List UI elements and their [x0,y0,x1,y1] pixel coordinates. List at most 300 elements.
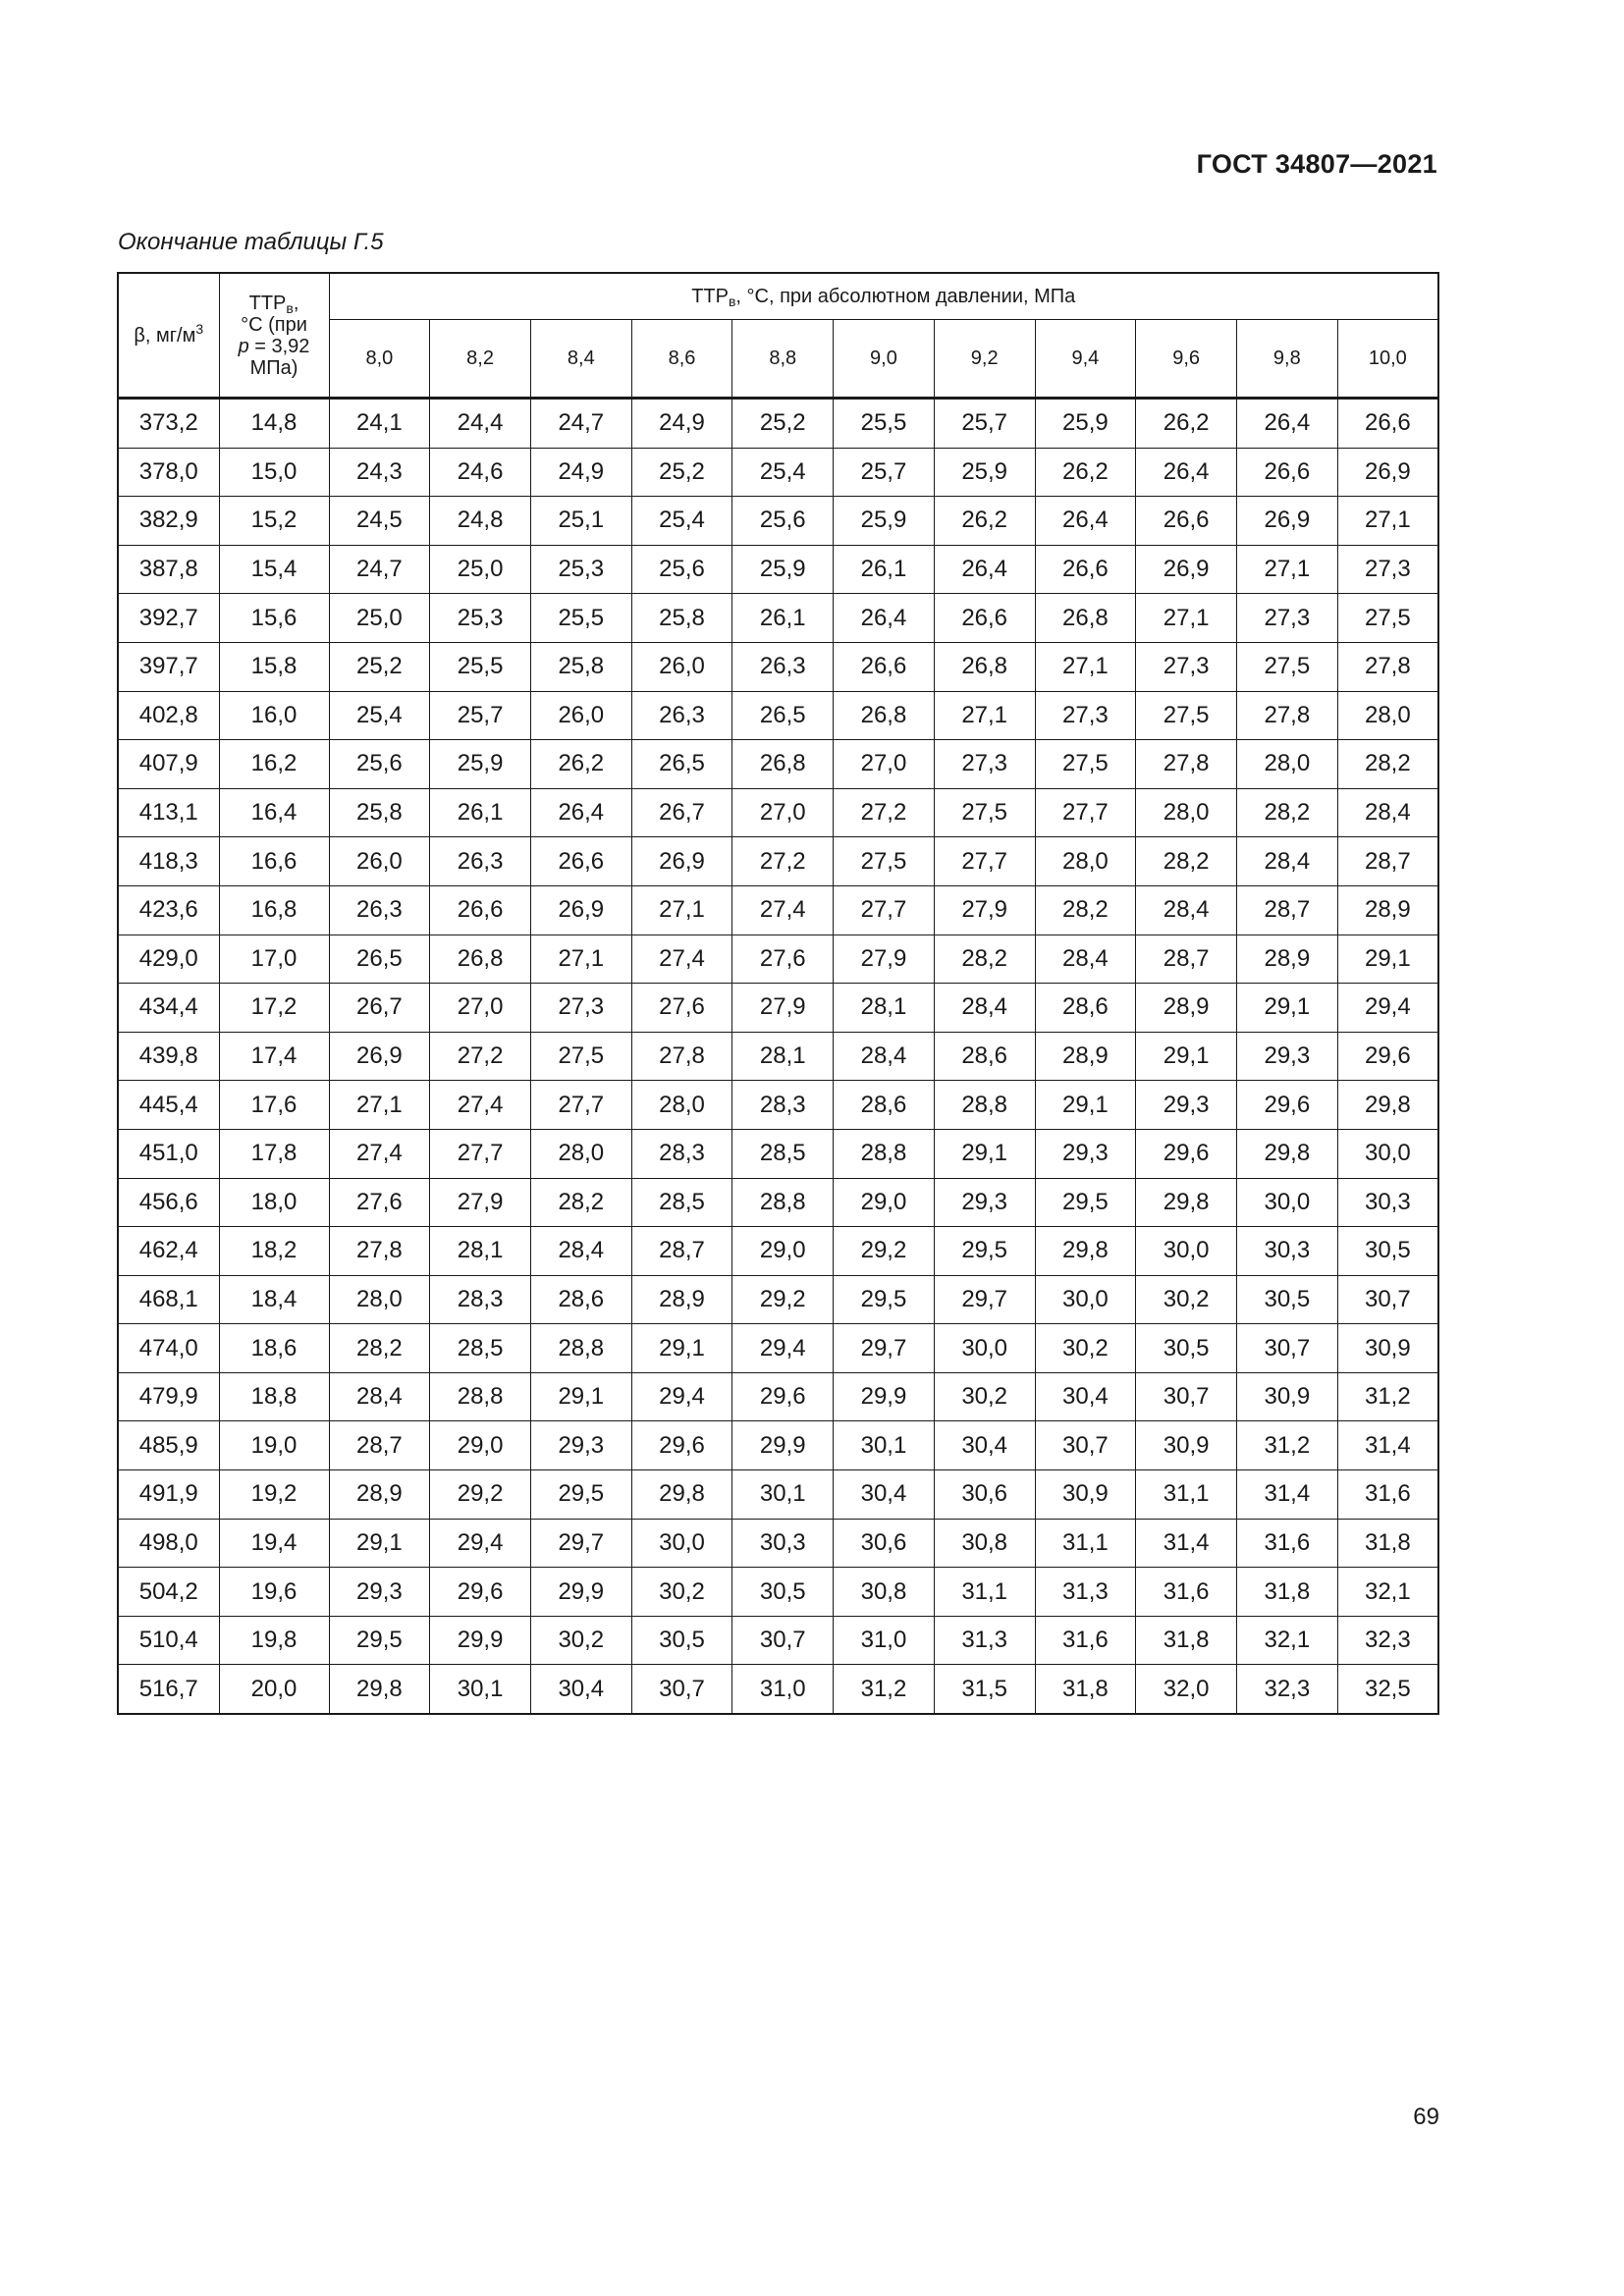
ttr-cell: 29,3 [1035,1129,1136,1178]
ttr-cell: 26,8 [834,691,935,740]
table-row [118,1519,1438,1568]
ttr-cell: 28,7 [1136,934,1237,984]
beta-cell: 445,4 [118,1081,219,1130]
ttr-cell: 26,2 [1136,399,1237,449]
ttr-cell: 27,6 [329,1178,430,1227]
ttr-cell: 27,7 [530,1081,631,1130]
ttr-cell: 28,6 [934,1032,1035,1081]
ttr-cell: 31,8 [1035,1665,1136,1714]
ttr-cell: 28,4 [1035,934,1136,984]
ttr-cell: 28,7 [631,1227,732,1276]
ttr-cell: 30,0 [1136,1227,1237,1276]
ttr-cell: 25,9 [732,545,834,594]
ttr-cell: 26,9 [329,1032,430,1081]
ttr-cell: 30,7 [1136,1372,1237,1421]
ttr-cell: 28,8 [934,1081,1035,1130]
ttr-cell: 27,0 [732,788,834,837]
ttr-cell: 30,1 [732,1470,834,1520]
table-row [118,1616,1438,1665]
ttr-cell: 24,3 [329,448,430,497]
ttr-cell: 31,6 [1337,1470,1438,1520]
ttr-cell: 31,1 [934,1568,1035,1617]
ttr-cell: 28,2 [329,1324,430,1373]
header-ttr-base [219,273,329,399]
ttr-cell: 29,6 [732,1372,834,1421]
ttr-cell: 26,8 [934,642,1035,691]
ttr-cell: 26,6 [1236,448,1337,497]
ttr-cell: 28,0 [1035,837,1136,886]
ttr-cell: 27,8 [1236,691,1337,740]
ttr-cell: 26,6 [1035,545,1136,594]
ttr-cell: 27,3 [1236,594,1337,643]
ttr-cell: 27,2 [430,1032,531,1081]
ttr-cell: 27,9 [834,934,935,984]
ttr-cell: 28,2 [1136,837,1237,886]
ttr-cell: 27,1 [934,691,1035,740]
ttr-cell: 29,4 [732,1324,834,1373]
ttr-cell: 29,4 [1337,984,1438,1033]
ttr-cell: 28,9 [1337,885,1438,934]
ttr-cell: 27,4 [430,1081,531,1130]
ttr-base-cell: 18,2 [219,1227,329,1276]
ttr-cell: 26,6 [934,594,1035,643]
ttr-cell: 32,1 [1236,1616,1337,1665]
ttr-cell: 29,9 [732,1421,834,1470]
pressure-header-cell: 8,6 [631,320,732,399]
pressure-header-cell: 9,0 [834,320,935,399]
ttr-cell: 28,4 [934,984,1035,1033]
ttr-cell: 30,4 [834,1470,935,1520]
ttr-cell: 29,8 [631,1470,732,1520]
beta-cell: 429,0 [118,934,219,984]
ttr-base-cell: 18,6 [219,1324,329,1373]
ttr-cell: 26,6 [530,837,631,886]
table-caption: Окончание таблицы Г.5 [118,229,384,255]
ttr-cell: 28,4 [1136,885,1237,934]
ttr-base-cell: 16,2 [219,740,329,789]
ttr-cell: 30,3 [732,1519,834,1568]
ttr-cell: 28,0 [329,1275,430,1324]
ttr-cell: 28,8 [732,1178,834,1227]
ttr-cell: 30,0 [934,1324,1035,1373]
ttr-cell: 27,2 [732,837,834,886]
ttr-cell: 26,3 [329,885,430,934]
header-ttr-base-line1 [220,293,329,314]
table-row [118,788,1438,837]
ttr-cell: 30,0 [1337,1129,1438,1178]
ttr-cell: 26,9 [1136,545,1237,594]
ttr-cell: 25,6 [329,740,430,789]
ttr-cell: 30,7 [1236,1324,1337,1373]
group-header-rest: , °С, при абсолютном давлении, МПа [735,286,1076,307]
ttr-cell: 25,5 [530,594,631,643]
ttr-cell: 28,0 [530,1129,631,1178]
ttr-cell: 30,2 [1035,1324,1136,1373]
table-row [118,399,1438,449]
ttr-base-cell: 16,0 [219,691,329,740]
ttr-cell: 26,9 [1337,448,1438,497]
ttr-cell: 26,7 [329,984,430,1033]
ttr-cell: 28,1 [834,984,935,1033]
ttr-cell: 28,0 [1236,740,1337,789]
ttr-cell: 28,0 [631,1081,732,1130]
pressure-header-cell: 8,8 [732,320,834,399]
table-row [118,1421,1438,1470]
ttr-cell: 29,1 [1236,984,1337,1033]
ttr-cell: 27,4 [732,885,834,934]
ttr-cell: 30,5 [1136,1324,1237,1373]
ttr-cell: 30,2 [631,1568,732,1617]
standard-code: ГОСТ 34807—2021 [1196,149,1437,179]
ttr-cell: 27,1 [530,934,631,984]
ttr-cell: 28,6 [1035,984,1136,1033]
ttr-cell: 28,4 [1337,788,1438,837]
ttr-cell: 31,0 [732,1665,834,1714]
ttr-cell: 30,8 [834,1568,935,1617]
ttr-cell: 26,9 [631,837,732,886]
page-number: 69 [1413,2104,1439,2130]
ttr-cell: 27,1 [1136,594,1237,643]
beta-cell: 498,0 [118,1519,219,1568]
ttr-cell: 24,9 [631,399,732,449]
ttr-cell: 28,9 [1236,934,1337,984]
ttr-cell: 30,7 [631,1665,732,1714]
ttr-cell: 24,5 [329,497,430,546]
ttr-cell: 26,3 [430,837,531,886]
ttr-cell: 25,6 [631,545,732,594]
table-row [118,1372,1438,1421]
ttr-cell: 27,1 [1236,545,1337,594]
ttr-cell: 29,2 [834,1227,935,1276]
table-row [118,1227,1438,1276]
ttr-cell: 29,7 [934,1275,1035,1324]
ttr-cell: 26,5 [329,934,430,984]
ttr-cell: 25,4 [732,448,834,497]
ttr-cell: 25,9 [934,448,1035,497]
ttr-cell: 30,8 [934,1519,1035,1568]
table-row [118,837,1438,886]
ttr-cell: 26,4 [934,545,1035,594]
ttr-base-cell: 19,8 [219,1616,329,1665]
pressure-header-cell: 8,4 [530,320,631,399]
ttr-cell: 27,2 [834,788,935,837]
ttr-cell: 31,6 [1136,1568,1237,1617]
ttr-cell: 31,4 [1236,1470,1337,1520]
table-row [118,740,1438,789]
ttr-cell: 26,3 [732,642,834,691]
ttr-base-cell: 16,8 [219,885,329,934]
ttr-cell: 28,5 [430,1324,531,1373]
ttr-cell: 26,2 [934,497,1035,546]
ttr-cell: 29,6 [1136,1129,1237,1178]
ttr-cell: 29,1 [329,1519,430,1568]
beta-cell: 516,7 [118,1665,219,1714]
ttr-base-cell: 14,8 [219,399,329,449]
ttr-cell: 29,1 [934,1129,1035,1178]
pressure-header-cell: 10,0 [1337,320,1438,399]
ttr-cell: 30,2 [1136,1275,1237,1324]
ttr-cell: 26,2 [530,740,631,789]
ttr-cell: 31,6 [1236,1519,1337,1568]
ttr-cell: 29,3 [530,1421,631,1470]
ttr-base-cell: 16,4 [219,788,329,837]
ttr-cell: 27,3 [1035,691,1136,740]
table-row [118,1129,1438,1178]
ttr-cell: 29,3 [329,1568,430,1617]
beta-cell: 474,0 [118,1324,219,1373]
beta-cell: 439,8 [118,1032,219,1081]
ttr-cell: 25,8 [530,642,631,691]
header-beta-exp: 3 [195,320,204,337]
pressure-header-cell: 8,0 [329,320,430,399]
ttr-cell: 25,7 [430,691,531,740]
pressure-header-cell: 8,2 [430,320,531,399]
ttr-cell: 28,1 [430,1227,531,1276]
table-row [118,642,1438,691]
ttr-cell: 25,2 [329,642,430,691]
ttr-cell: 29,9 [530,1568,631,1617]
pressure-header-cell: 9,8 [1236,320,1337,399]
table-row [118,934,1438,984]
ttr-cell: 30,5 [732,1568,834,1617]
ttr-cell: 27,1 [1337,497,1438,546]
ttr-cell: 27,7 [834,885,935,934]
ttr-cell: 26,2 [1035,448,1136,497]
ttr-cell: 31,2 [834,1665,935,1714]
ttr-cell: 28,2 [530,1178,631,1227]
ttr-cell: 26,7 [631,788,732,837]
ttr-cell: 28,9 [329,1470,430,1520]
ttr-cell: 29,8 [1337,1081,1438,1130]
ttr-cell: 27,5 [530,1032,631,1081]
ttr-cell: 29,3 [1236,1032,1337,1081]
ttr-cell: 26,3 [631,691,732,740]
ttr-cell: 26,9 [1236,497,1337,546]
beta-cell: 402,8 [118,691,219,740]
ttr-cell: 30,1 [834,1421,935,1470]
table-row [118,885,1438,934]
ttr-cell: 26,4 [530,788,631,837]
ttr-cell: 28,5 [732,1129,834,1178]
ttr-cell: 27,3 [530,984,631,1033]
ttr-cell: 27,0 [430,984,531,1033]
ttr-base-cell: 17,8 [219,1129,329,1178]
ttr-cell: 31,6 [1035,1616,1136,1665]
beta-cell: 373,2 [118,399,219,449]
ttr-cell: 29,5 [1035,1178,1136,1227]
ttr-base-cell: 15,2 [219,497,329,546]
ttr-cell: 27,7 [1035,788,1136,837]
header-ttr-comma: , [293,292,299,314]
ttr-cell: 25,5 [834,399,935,449]
table-row [118,1665,1438,1714]
table-row [118,1470,1438,1520]
header-ttr-text: ТТР [248,292,287,314]
ttr-cell: 29,7 [834,1324,935,1373]
ttr-cell: 26,1 [834,545,935,594]
ttr-cell: 30,1 [430,1665,531,1714]
ttr-cell: 29,3 [934,1178,1035,1227]
ttr-cell: 25,0 [430,545,531,594]
ttr-cell: 27,8 [631,1032,732,1081]
header-ttr-value: = 3,92 [248,335,310,357]
ttr-cell: 28,6 [834,1081,935,1130]
ttr-cell: 31,1 [1035,1519,1136,1568]
ttr-cell: 25,6 [732,497,834,546]
table-row [118,448,1438,497]
ttr-cell: 28,2 [1035,885,1136,934]
ttr-cell: 29,8 [1035,1227,1136,1276]
ttr-base-cell: 17,4 [219,1032,329,1081]
ttr-cell: 25,8 [329,788,430,837]
ttr-cell: 29,4 [631,1372,732,1421]
ttr-cell: 26,6 [1337,399,1438,449]
ttr-cell: 24,7 [329,545,430,594]
ttr-cell: 24,4 [430,399,531,449]
ttr-cell: 27,3 [934,740,1035,789]
ttr-cell: 32,0 [1136,1665,1237,1714]
ttr-base-cell: 15,6 [219,594,329,643]
ttr-cell: 28,0 [1136,788,1237,837]
data-table [117,272,1439,1715]
ttr-cell: 29,1 [1035,1081,1136,1130]
beta-cell: 382,9 [118,497,219,546]
table-header [118,273,1438,399]
ttr-cell: 28,4 [834,1032,935,1081]
ttr-cell: 26,0 [631,642,732,691]
ttr-cell: 30,0 [1035,1275,1136,1324]
beta-cell: 418,3 [118,837,219,886]
ttr-cell: 25,5 [430,642,531,691]
ttr-cell: 27,6 [732,934,834,984]
ttr-base-cell: 19,6 [219,1568,329,1617]
ttr-cell: 27,8 [1337,642,1438,691]
beta-cell: 407,9 [118,740,219,789]
table-row [118,545,1438,594]
ttr-cell: 27,6 [631,984,732,1033]
ttr-cell: 29,1 [1136,1032,1237,1081]
ttr-cell: 29,5 [329,1616,430,1665]
ttr-cell: 26,6 [1136,497,1237,546]
pressure-header-cell: 9,2 [934,320,1035,399]
ttr-cell: 30,9 [1236,1372,1337,1421]
ttr-base-cell: 18,4 [219,1275,329,1324]
ttr-cell: 25,4 [631,497,732,546]
ttr-base-cell: 20,0 [219,1665,329,1714]
ttr-cell: 26,9 [530,885,631,934]
beta-cell: 451,0 [118,1129,219,1178]
ttr-cell: 28,8 [834,1129,935,1178]
ttr-cell: 30,7 [732,1616,834,1665]
ttr-cell: 32,5 [1337,1665,1438,1714]
table-row [118,1568,1438,1617]
ttr-cell: 26,1 [732,594,834,643]
ttr-cell: 27,8 [1136,740,1237,789]
ttr-cell: 26,1 [430,788,531,837]
ttr-cell: 27,5 [1035,740,1136,789]
beta-cell: 462,4 [118,1227,219,1276]
ttr-cell: 27,5 [1136,691,1237,740]
ttr-cell: 25,9 [430,740,531,789]
ttr-cell: 29,1 [530,1372,631,1421]
table-row [118,691,1438,740]
ttr-cell: 29,9 [834,1372,935,1421]
ttr-cell: 28,4 [329,1372,430,1421]
group-header-sub: в [728,294,736,309]
ttr-cell: 28,4 [1236,837,1337,886]
ttr-cell: 24,9 [530,448,631,497]
ttr-cell: 27,5 [834,837,935,886]
ttr-cell: 27,0 [834,740,935,789]
ttr-cell: 27,7 [934,837,1035,886]
beta-cell: 479,9 [118,1372,219,1421]
ttr-cell: 27,5 [934,788,1035,837]
ttr-cell: 29,0 [430,1421,531,1470]
header-beta-unit: , мг/м [144,324,196,347]
beta-cell: 491,9 [118,1470,219,1520]
ttr-cell: 31,4 [1136,1519,1237,1568]
ttr-cell: 26,8 [430,934,531,984]
ttr-cell: 25,9 [1035,399,1136,449]
ttr-base-cell: 15,8 [219,642,329,691]
ttr-cell: 31,2 [1337,1372,1438,1421]
ttr-cell: 25,9 [834,497,935,546]
ttr-cell: 27,4 [631,934,732,984]
ttr-cell: 29,4 [430,1519,531,1568]
ttr-cell: 30,4 [1035,1372,1136,1421]
ttr-cell: 29,6 [430,1568,531,1617]
ttr-cell: 27,3 [1337,545,1438,594]
ttr-cell: 30,2 [530,1616,631,1665]
ttr-base-cell: 19,4 [219,1519,329,1568]
ttr-cell: 30,0 [631,1519,732,1568]
ttr-cell: 26,4 [1136,448,1237,497]
ttr-cell: 30,7 [1337,1275,1438,1324]
beta-cell: 510,4 [118,1616,219,1665]
ttr-cell: 31,8 [1337,1519,1438,1568]
ttr-cell: 29,5 [834,1275,935,1324]
ttr-cell: 26,0 [530,691,631,740]
ttr-cell: 30,5 [1337,1227,1438,1276]
ttr-cell: 26,4 [1236,399,1337,449]
ttr-cell: 31,5 [934,1665,1035,1714]
ttr-cell: 28,4 [530,1227,631,1276]
ttr-cell: 30,3 [1337,1178,1438,1227]
ttr-cell: 29,1 [1337,934,1438,984]
ttr-cell: 30,9 [1337,1324,1438,1373]
ttr-cell: 28,7 [1337,837,1438,886]
header-pressure-group [329,273,1438,320]
ttr-cell: 29,2 [732,1275,834,1324]
header-ttr-var: p [238,335,249,357]
ttr-cell: 29,0 [834,1178,935,1227]
ttr-cell: 26,8 [732,740,834,789]
ttr-cell: 30,4 [934,1421,1035,1470]
ttr-cell: 28,9 [1136,984,1237,1033]
pressure-header-cell: 9,4 [1035,320,1136,399]
table-row [118,1032,1438,1081]
table-row [118,1275,1438,1324]
ttr-cell: 28,8 [430,1372,531,1421]
ttr-cell: 31,4 [1337,1421,1438,1470]
ttr-base-cell: 17,6 [219,1081,329,1130]
ttr-cell: 30,5 [1236,1275,1337,1324]
ttr-cell: 30,4 [530,1665,631,1714]
ttr-cell: 30,3 [1236,1227,1337,1276]
ttr-cell: 28,0 [1337,691,1438,740]
beta-cell: 485,9 [118,1421,219,1470]
ttr-cell: 31,2 [1236,1421,1337,1470]
